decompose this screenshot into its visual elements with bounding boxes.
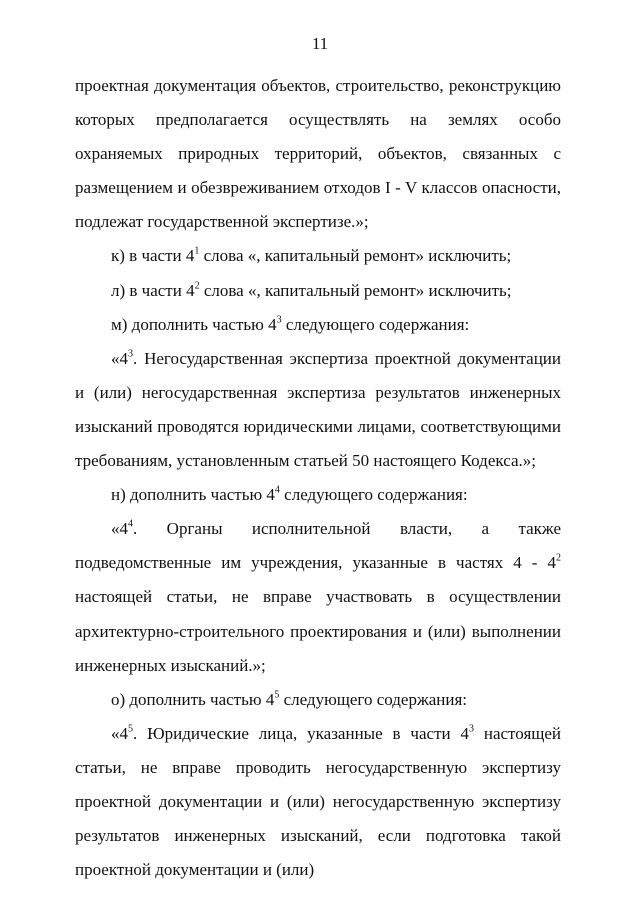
- text-run: . Негосударственная экспертиза проектной документации и (или) негосударственная экспертиза результатов инженерных изысканий проводятся юридическими лицами, соответствующими требованиям, установленным статьей 50 настоящего Кодекса.»;: [75, 348, 561, 471]
- paragraph: [75, 717, 561, 887]
- superscript: 4: [128, 518, 133, 530]
- superscript: 3: [276, 314, 282, 326]
- text-run: настоящей статьи, не вправе проводить негосударственную экспертизу проектной документации и (или) негосударственную экспертизу результатов инженерных изысканий, если подготовка такой проектной документации и (или): [75, 723, 561, 880]
- text-run: о) дополнить частью 4: [111, 689, 275, 709]
- superscript: 5: [274, 689, 280, 701]
- superscript: 3: [468, 723, 474, 735]
- superscript: 4: [274, 484, 280, 496]
- paragraph: [75, 342, 561, 478]
- paragraph: [75, 512, 561, 682]
- paragraph: [75, 308, 561, 342]
- page-number: 11: [311, 34, 329, 53]
- text-run: следующего содержания:: [279, 485, 468, 505]
- document-body: [75, 69, 561, 887]
- text-run: л) в части 4: [111, 280, 195, 300]
- text-run: н) дополнить частью 4: [111, 485, 275, 505]
- text-run: следующего содержания:: [281, 314, 470, 334]
- paragraph: [75, 239, 561, 273]
- superscript: 5: [128, 723, 133, 735]
- text-run: проектная документация объектов, строительство, реконструкцию которых предполагается осуществлять на землях особо охраняемых природных территорий, объектов, связанных с размещением и обезвреживанием отходов I - V классов опасности, подлежат государственной экспертизе.»;: [75, 76, 561, 232]
- text-run: . Органы исполнительной власти, а также подведомственные им учреждения, указанные в частях 4 - 4: [75, 519, 561, 573]
- superscript: 2: [194, 280, 200, 292]
- text-run: «4: [111, 348, 128, 368]
- paragraph: [75, 683, 561, 717]
- text-run: слова «, капитальный ремонт» исключить;: [199, 246, 512, 266]
- text-run: . Юридические лица, указанные в части 4: [133, 723, 469, 743]
- text-run: м) дополнить частью 4: [111, 314, 277, 334]
- text-run: слова «, капитальный ремонт» исключить;: [199, 280, 512, 300]
- superscript: 1: [194, 245, 200, 257]
- text-run: следующего содержания:: [279, 689, 467, 709]
- paragraph: [75, 478, 561, 512]
- superscript: 3: [128, 348, 133, 360]
- paragraph: [75, 69, 561, 239]
- superscript: 2: [556, 552, 561, 564]
- paragraph: [75, 274, 561, 308]
- text-run: к) в части 4: [111, 246, 195, 266]
- text-run: настоящей статьи, не вправе участвовать в осуществлении архитектурно-строительного проектирования и (или) выполнении инженерных изысканий.»;: [75, 587, 561, 675]
- text-run: «4: [111, 519, 128, 539]
- text-run: «4: [111, 723, 128, 743]
